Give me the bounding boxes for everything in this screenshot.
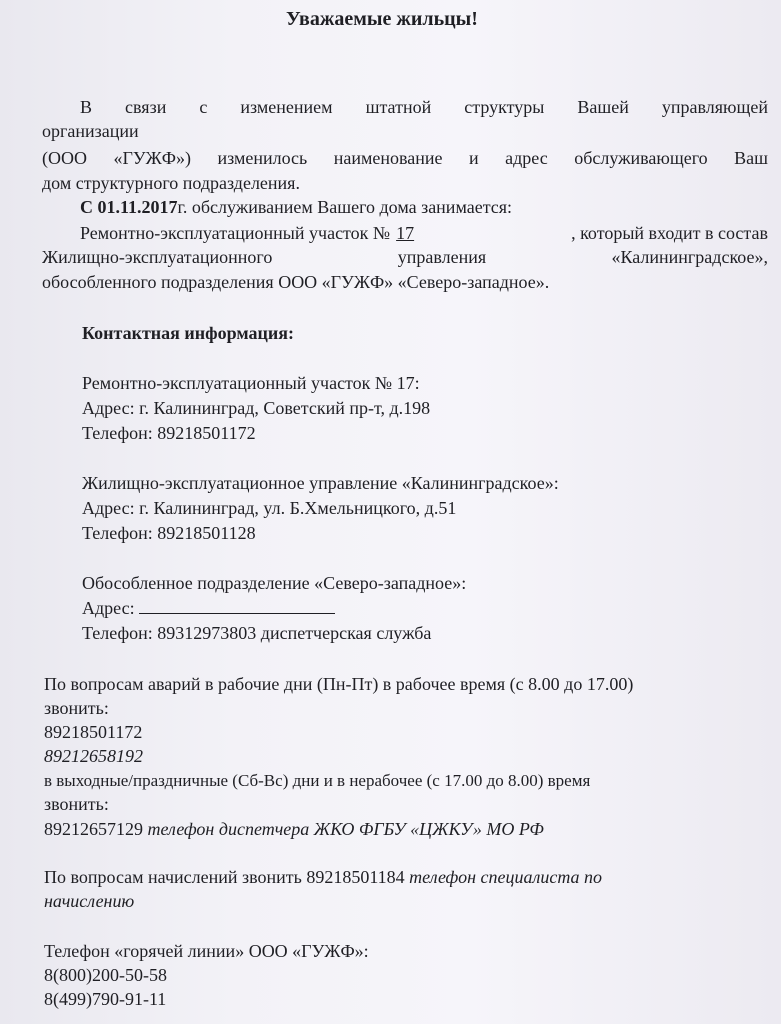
emergency-phone-2: 89212658192 <box>44 746 143 766</box>
emergency-line-2: звонить: <box>44 698 109 718</box>
emergency-phone-1: 89218501172 <box>44 722 143 742</box>
contacts-heading: Контактная информация: <box>82 323 294 343</box>
intro-line-4: дом структурного подразделения. <box>42 173 300 193</box>
emergency-line-7 <box>44 818 544 840</box>
billing-text: По вопросам начислений звонить 89218501184 <box>44 867 405 887</box>
contact-2-name: Жилищно-эксплуатационное управление «Калининградское»: <box>82 473 559 493</box>
address-blank-line <box>139 599 335 614</box>
contact-1-address: Адрес: г. Калининград, Советский пр-т, д.198 <box>82 398 431 418</box>
hotline-phone-1: 8(800)200-50-58 <box>44 965 167 985</box>
service-line-4: обособленного подразделения ООО «ГУЖФ» «Северо-западное». <box>42 272 550 292</box>
service-line-2a: Ремонтно-эксплуатационный участок № <box>80 223 391 243</box>
dispatcher-note: телефон диспетчера ЖКО ФГБУ «ЦЖКУ» МО РФ <box>147 819 544 839</box>
service-line-3: Жилищно-эксплуатационного управления «Калининградское», <box>42 247 768 267</box>
service-number: 17 <box>396 223 415 243</box>
billing-note-1: телефон специалиста по <box>409 867 603 887</box>
billing-note-2: начислению <box>44 891 135 911</box>
emergency-line-6: звонить: <box>44 794 109 814</box>
emergency-line-1: По вопросам аварий в рабочие дни (Пн-Пт) в рабочее время (с 8.00 до 17.00) <box>44 674 634 694</box>
contact-3-address-row <box>82 597 335 619</box>
contact-1-phone: Телефон: 89218501172 <box>82 423 256 443</box>
contact-3-name: Обособленное подразделение «Северо-западное»: <box>82 573 467 593</box>
hotline-phone-2: 8(499)790-91-11 <box>44 989 167 1009</box>
contact-2-address: Адрес: г. Калининград, ул. Б.Хмельницкого, д.51 <box>82 498 457 518</box>
contact-3-address: Адрес: <box>82 598 135 618</box>
intro-line-3: (ООО «ГУЖФ») изменилось наименование и адрес обслуживающего Ваш <box>42 148 768 168</box>
service-date: С 01.11.2017 <box>80 197 178 217</box>
service-line-2b: , который входит в состав <box>571 223 768 243</box>
billing-line-1 <box>44 866 602 888</box>
emergency-line-5: в выходные/праздничные (Сб-Вс) дни и в нерабочее (с 17.00 до 8.00) время <box>44 771 591 790</box>
contact-1-name: Ремонтно-эксплуатационный участок № 17: <box>82 373 420 393</box>
emergency-phone-3: 89212657129 <box>44 819 143 839</box>
contact-2-phone: Телефон: 89218501128 <box>82 523 256 543</box>
service-line-1 <box>80 196 512 218</box>
hotline-label: Телефон «горячей линии» ООО «ГУЖФ»: <box>44 941 369 961</box>
intro-line-1: В связи с изменением штатной структуры Вашей управляющей <box>80 97 768 117</box>
contact-3-phone: Телефон: 89312973803 диспетчерская служба <box>82 623 432 643</box>
page-title: Уважаемые жильцы! <box>286 8 478 30</box>
intro-line-2: организации <box>42 121 139 141</box>
service-line-2 <box>80 222 768 244</box>
service-rest: г. обслуживанием Вашего дома занимается: <box>177 197 513 217</box>
